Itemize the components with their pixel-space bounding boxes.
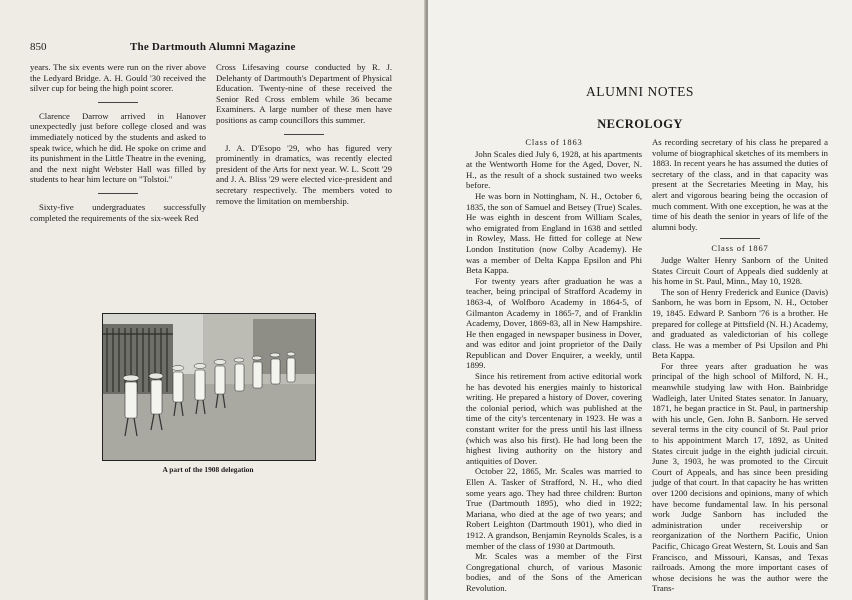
class-heading: Class of 1867 [711, 243, 769, 254]
left-column-2 [216, 62, 392, 206]
paragraph: For three years after graduation he was principal of the high school of Milford, N. H., meanwhile studying law with Hon. Bainbridge Wadleigh, later United States senator. In January, 1871, he began practice in St. Paul, in partnership with his uncle, Gen. John B. Sanborn. He served several terms in the city council of St. Paul prior to his appointment March 17, 1892, as United States circuit judge in the eighth judicial circuit. June 3, 1903, he was promoted to the Circuit Court of Appeals, and has since been presiding judge of that court. In that capacity he has written over 1200 decisions and opinions, many of which have become fundamental law. In his personal work Judge Sanborn has included the administration under receivership or reorganization of the Northern Pacific, Union Pacific, Chicago Great Western, St. Louis and San Francisco, and Missouri, Kansas, and Texas railroads. Among the more important cases of whose decisions he was the author were the Trans- [652, 360, 828, 594]
photo-caption: A part of the 1908 delegation [162, 465, 254, 474]
divider [98, 102, 138, 103]
delegation-photo [102, 313, 316, 461]
paragraph: years. The six events were run on the river above the Ledyard Bridge. A. H. Gould '30 received the silver cup for being the high point scorer. [30, 62, 206, 94]
paragraph: The son of Henry Frederick and Eunice (Davis) Sanborn, he was born in Epsom, N. H., October 19, 1845. Edward P. Sanborn '76 is a brother. He prepared for college at Pittsfield (N. H.) Academy, and graduated as valedictorian of his college class. He was a member of Psi Upsilon and Phi Beta Kappa. [652, 286, 828, 361]
paragraph: For twenty years after graduation he was a teacher, being principal of Strafford Academy in 1863-4, of Wolfboro Academy in 1864-5, of Gilmanton Academy in 1865-7, and of Franklin Academy, Dover, 1869-83, all in New Hampshire. He then engaged in newspaper business in Dover, and was editor and joint proprietor of the Daily Republican and Dover Enquirer, a weekly, until 1899. [466, 275, 642, 371]
paragraph: Clarence Darrow arrived in Hanover unexpectedly just before college closed and was immediately noticed by the students and asked to speak twice, which he did. He spoke on crime and its punishment in the Little Theatre in the evening, and the next night Webster Hall was filled by students to hear him lecture on "Tolstoi." [30, 110, 206, 185]
paragraph: Judge Walter Henry Sanborn of the United States Circuit Court of Appeals died suddenly at his home in St. Paul, Minn., May 10, 1928. [652, 254, 828, 287]
paragraph: Since his retirement from active editorial work he has devoted his energies mainly to historical writing. He prepared a history of Dover, covering the colonial period, which was published at the time of the city's tercentenary in 1923. He was a constant writer for the press until his last illness (which was also his first). He had long been the highest living authority on the history and antiquities of Dover. [466, 371, 642, 466]
left-column-1 [30, 62, 206, 223]
paragraph: Mr. Scales was a member of the First Congregational church, of various Masonic bodies, and of the Sons of the American Revolution. [466, 551, 642, 593]
paragraph: Sixty-five undergraduates successfully completed the requirements of the six-week Red [30, 201, 206, 223]
right-column-2 [652, 137, 828, 594]
paragraph: He was born in Nottingham, N. H., October 6, 1835, the son of Samuel and Betsey (True) Scales. He was eighth in descent from William Scales, who emigrated from England in 1638 and settled in Rowley, Mass. He fitted for college at New London Institution (now Colby Academy). He was a member of Delta Kappa Epsilon and Phi Beta Kappa. [466, 190, 642, 276]
section-title: ALUMNI NOTES [585, 84, 695, 99]
divider [284, 134, 324, 135]
page-number: 850 [30, 41, 47, 53]
right-column-1 [466, 137, 642, 594]
class-heading: Class of 1863 [525, 137, 583, 147]
photo-image [103, 314, 315, 460]
paragraph: John Scales died July 6, 1928, at his apartments at the Wentworth Home for the Aged, Dover, N. H., as the result of a shock sustained two weeks before. [466, 148, 642, 191]
paragraph: Cross Lifesaving course conducted by R. J. Delehanty of Dartmouth's Department of Physical Education. Twenty-nine of these received the Senior Red Cross emblem while 36 became Examiners. A large number of these men have positions as camp councillors this summer. [216, 62, 392, 125]
paragraph: J. A. D'Esopo '29, who has figured very prominently in dramatics, was recently elected president of the Arts for next year. W. L. Scott '29 and J. A. Bliss '29 were elected vice-president and secretary respectively. The members voted to remove the limitation on membership. [216, 142, 392, 206]
right-page [428, 0, 852, 600]
divider [720, 238, 760, 239]
paragraph: October 22, 1865, Mr. Scales was married to Ellen A. Tasker of Strafford, N. H., who died some years ago. They had three children: Burton True (Dartmouth 1895), who died in 1922; Mariana, who died at the age of two years; and Robert Leighton (Dartmouth 1901), who died in 1912. A grandson, Benjamin Reynolds Scales, is a member of the class of 1930 at Dartmouth. [466, 466, 642, 551]
magazine-title: The Dartmouth Alumni Magazine [130, 41, 296, 53]
paragraph: As recording secretary of his class he prepared a volume of biographical sketches of its members in 1883. In recent years he has assumed the duties of secretary of the class, and in that capacity was present at the Secretaries Meeting in May, his alert and vigorous bearing being the occasion of much comment. With one exception, he was at the time of his death the senior in years of life of the alumni body. [652, 137, 828, 232]
divider [98, 193, 138, 194]
subsection-title: NECROLOGY [597, 117, 683, 131]
